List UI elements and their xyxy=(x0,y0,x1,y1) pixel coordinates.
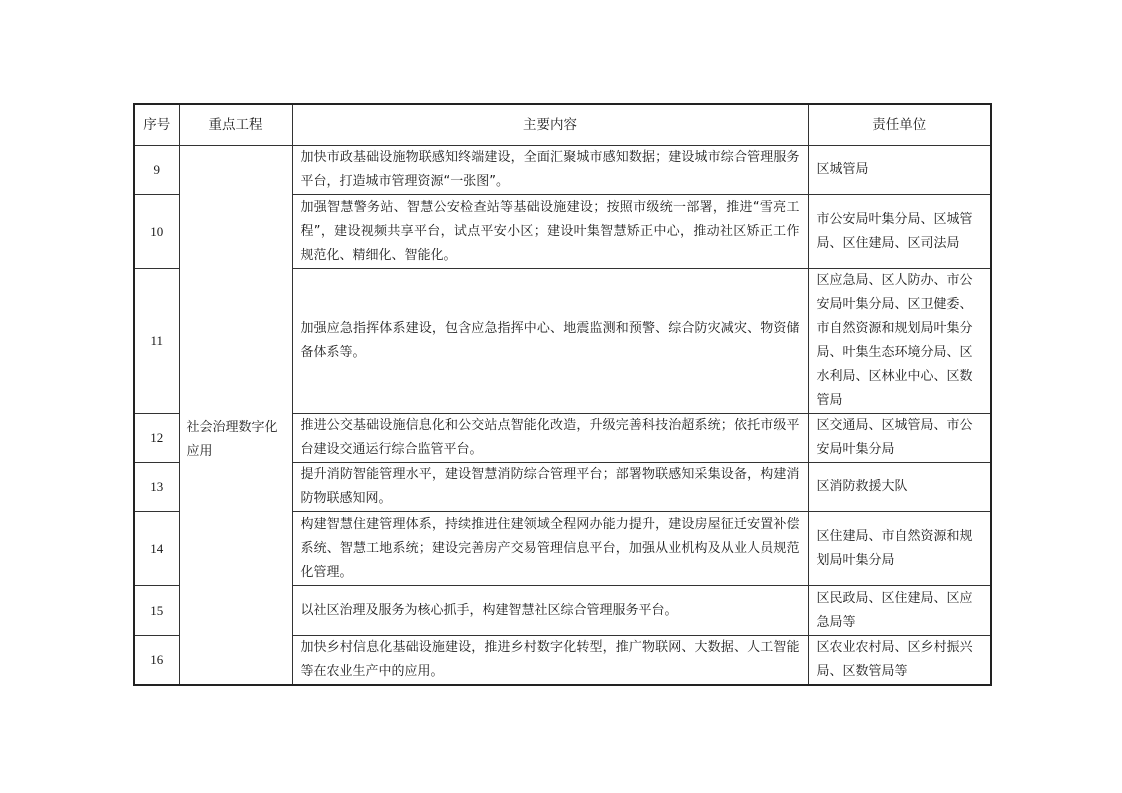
row-seq: 13 xyxy=(134,463,179,512)
project-group-cell xyxy=(179,146,292,686)
row-unit-text: 区民政局、区住建局、区应急局等 xyxy=(816,590,973,630)
row-unit xyxy=(808,512,991,586)
row-unit-text: 区应急局、区人防办、市公安局叶集分局、区卫健委、市自然资源和规划局叶集分局、叶集生态环境分局、区水利局、区林业中心、区数管局 xyxy=(816,273,973,408)
row-content-text: 加强智慧警务站、智慧公安检查站等基础设施建设；按照市级统一部署，推进“雪亮工程”，建设视频共享平台，试点平安小区；建设叶集智慧矫正中心，推动社区矫正工作规范化、精细化、智能化。 xyxy=(300,199,800,263)
row-unit-text: 区交通局、区城管局、市公安局叶集分局 xyxy=(816,418,973,457)
row-content-text: 提升消防智能管理水平，建设智慧消防综合管理平台；部署物联感知采集设备，构建消防物联感知网。 xyxy=(300,467,800,506)
row-seq: 11 xyxy=(134,269,179,414)
row-unit xyxy=(808,586,991,636)
row-unit xyxy=(808,414,991,463)
row-seq: 12 xyxy=(134,414,179,463)
row-unit xyxy=(808,269,991,414)
row-content xyxy=(292,512,808,586)
row-content xyxy=(292,269,808,414)
row-content-text: 以社区治理及服务为核心抓手，构建智慧社区综合管理服务平台。 xyxy=(300,602,678,618)
row-unit xyxy=(808,463,991,512)
table-row xyxy=(134,146,991,195)
row-unit-text: 区农业农村局、区乡村振兴局、区数管局等 xyxy=(816,640,973,679)
row-seq: 15 xyxy=(134,586,179,636)
row-content xyxy=(292,195,808,269)
row-unit-text: 区城管局 xyxy=(816,162,869,177)
row-content-text: 构建智慧住建管理体系，持续推进住建领域全程网办能力提升，建设房屋征迁安置补偿系统、智慧工地系统；建设完善房产交易管理信息平台，加强从业机构及从业人员规范化管理。 xyxy=(300,516,800,580)
row-content xyxy=(292,586,808,636)
row-unit xyxy=(808,146,991,195)
header-seq: 序号 xyxy=(134,104,179,146)
row-unit xyxy=(808,636,991,686)
row-unit-text: 区住建局、市自然资源和规划局叶集分局 xyxy=(816,528,973,568)
table-header-row xyxy=(134,104,991,146)
row-content-text: 推进公交基础设施信息化和公交站点智能化改造，升级完善科技治超系统；依托市级平台建设交通运行综合监管平台。 xyxy=(300,418,800,457)
header-unit: 责任单位 xyxy=(808,104,991,146)
row-content xyxy=(292,146,808,195)
project-table xyxy=(133,103,992,686)
project-group-label: 社会治理数字化应用 xyxy=(186,420,278,459)
row-seq: 10 xyxy=(134,195,179,269)
row-content-text: 加强应急指挥体系建设，包含应急指挥中心、地震监测和预警、综合防灾减灾、物资储备体系等。 xyxy=(300,321,800,360)
row-content-text: 加快市政基础设施物联感知终端建设，全面汇聚城市感知数据；建设城市综合管理服务平台，打造城市管理资源“一张图”。 xyxy=(300,150,800,189)
row-seq: 14 xyxy=(134,512,179,586)
row-seq: 9 xyxy=(134,146,179,195)
header-content: 主要内容 xyxy=(292,104,808,146)
row-content-text: 加快乡村信息化基础设施建设，推进乡村数字化转型，推广物联网、大数据、人工智能等在农业生产中的应用。 xyxy=(300,640,800,679)
row-content xyxy=(292,636,808,686)
row-unit-text: 市公安局叶集分局、区城管局、区住建局、区司法局 xyxy=(816,211,973,251)
row-unit-text: 区消防救援大队 xyxy=(816,479,908,494)
row-content xyxy=(292,414,808,463)
row-unit xyxy=(808,195,991,269)
header-project: 重点工程 xyxy=(179,104,292,146)
row-content xyxy=(292,463,808,512)
row-seq: 16 xyxy=(134,636,179,686)
